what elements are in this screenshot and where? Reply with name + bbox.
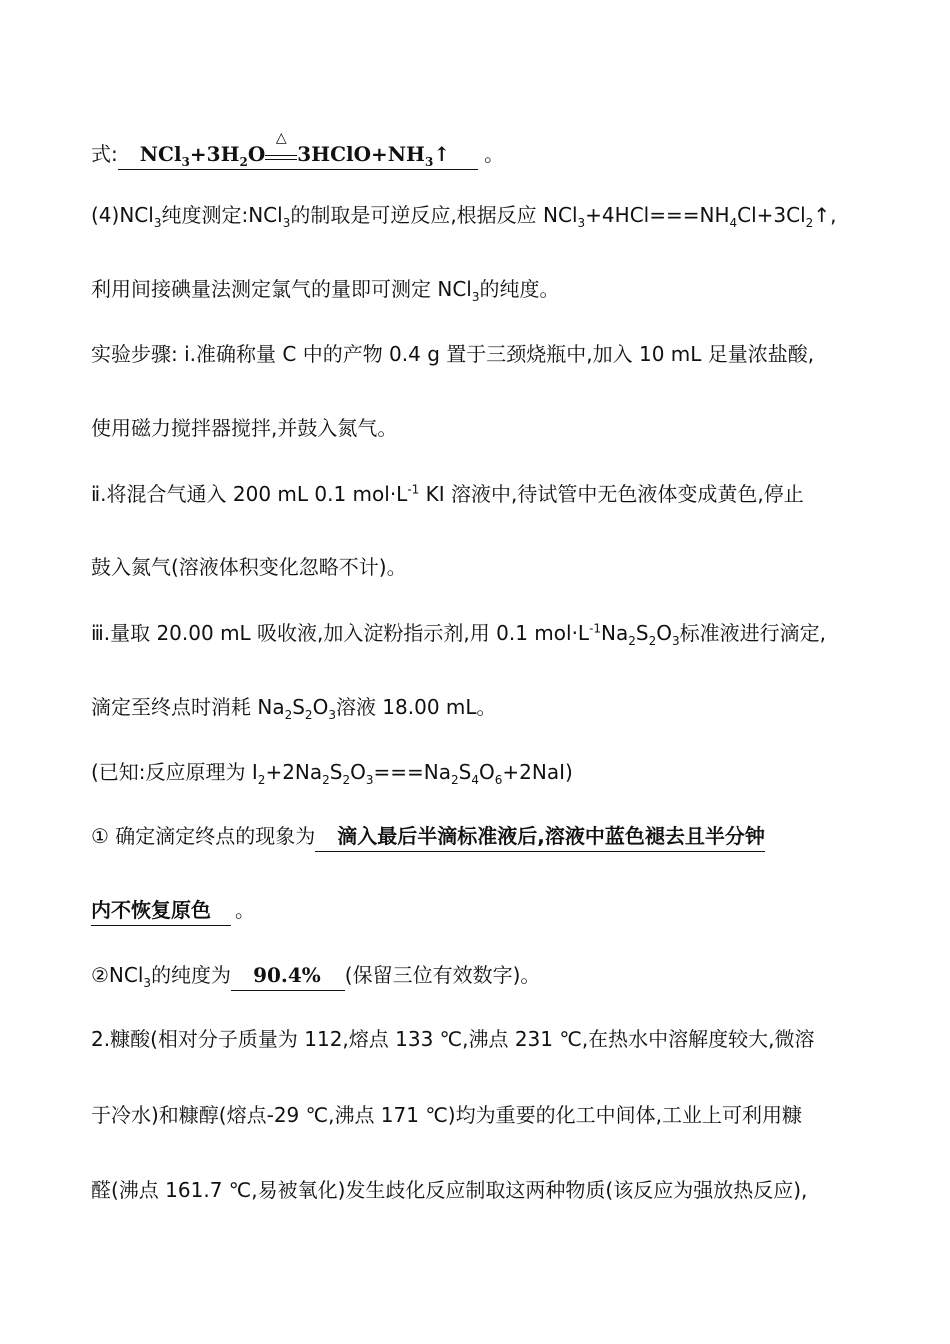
line-prefix: 式:: [91, 142, 118, 166]
answer-blank-equation: $NCl_3+3H_2O$ △ $3HClO+NH_3↑$: [118, 140, 478, 170]
heating-equals-sign: △: [265, 145, 297, 160]
problem-2-line: 于冷水)和糠醇(熔点-29 ℃,沸点 171 ℃)均为重要的化工中间体,工业上可利用糠: [91, 1103, 802, 1127]
paragraph-line: 鼓入氮气(溶液体积变化忽略不计)。: [91, 555, 407, 579]
problem-2-line: 2.糠酸(相对分子质量为 112,熔点 133 ℃,沸点 231 ℃,在热水中溶解度较大,微溶: [91, 1027, 815, 1051]
paragraph-line: 利用间接碘量法测定氯气的量即可测定 NCl$_3$的纯度。: [91, 277, 560, 304]
step-iii-line: ⅲ.量取 20.00 mL 吸收液,加入淀粉指示剂,用 0.1 $mol\cdot L^{-1}Na_2S_2O_3$标准液进行滴定,: [91, 621, 826, 648]
paragraph-line: 滴定至终点时消耗 $Na_2S_2O_3$溶液 18.00 mL。: [91, 695, 497, 722]
problem-2-line: 醛(沸点 161.7 ℃,易被氧化)发生歧化反应制取这两种物质(该反应为强放热反应),: [91, 1178, 808, 1202]
question-1-continued: 内不恢复原色 。: [91, 896, 862, 926]
answer-blank-purity: 90.4%: [231, 961, 345, 991]
equation-line: 式: $NCl_3+3H_2O$ △ $3HClO+NH_3↑$ 。: [91, 130, 505, 169]
answer-blank-endpoint: 滴入最后半滴标准液后,溶液中蓝色褪去且半分钟: [315, 822, 765, 852]
reaction-principle-line: (已知:反应原理为 $I_2+2Na_2S_2O_3===Na_2S_4O_6+2NaI$): [91, 760, 573, 787]
question-2-line: ②NCl$_3$的纯度为 90.4% (保留三位有效数字)。: [91, 963, 541, 990]
question-1-line: ① 确定滴定终点的现象为 滴入最后半滴标准液后,溶液中蓝色褪去且半分钟: [91, 822, 862, 852]
answer-blank-endpoint-cont: 内不恢复原色: [91, 896, 231, 926]
step-i-line: 实验步骤: ⅰ.准确称量 C 中的产物 0.4 g 置于三颈烧瓶中,加入 10 mL 足量浓盐酸,: [91, 342, 815, 366]
paragraph-line: (4)NCl$_3$纯度测定:NCl$_3$的制取是可逆反应,根据反应 $NCl_3+4HCl===NH_4Cl+3Cl_2↑$,: [91, 203, 837, 230]
step-ii-line: ⅱ.将混合气通入 200 mL 0.1 $mol\cdot L^{-1}$ KI 溶液中,待试管中无色液体变成黄色,停止: [91, 482, 804, 506]
paragraph-line: 使用磁力搅拌器搅拌,并鼓入氮气。: [91, 416, 398, 440]
